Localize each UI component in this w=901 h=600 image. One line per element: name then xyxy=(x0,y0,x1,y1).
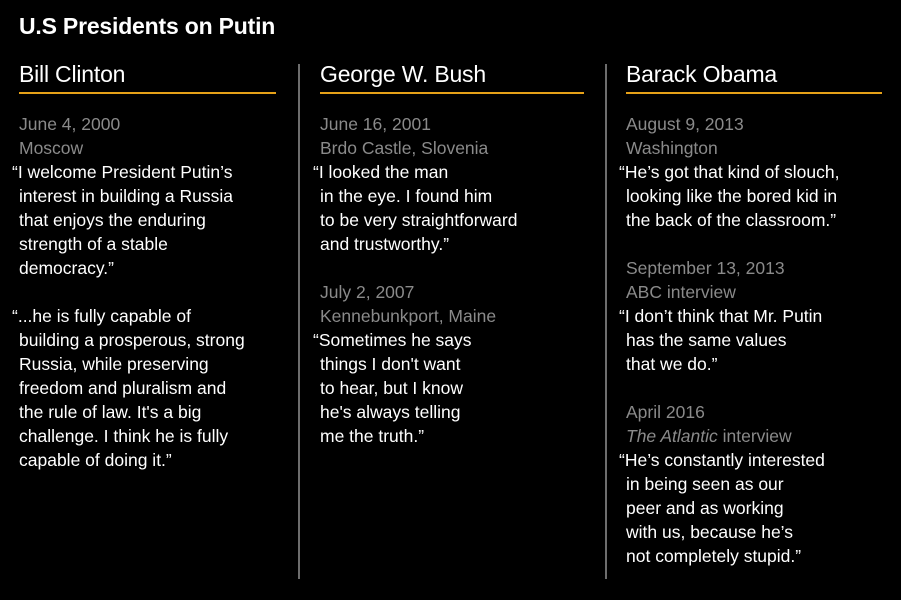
quote-line: looking like the bored kid in xyxy=(626,186,838,206)
quote-date: July 2, 2007 xyxy=(320,282,415,302)
quote-block xyxy=(619,256,882,376)
quote-line: democracy.” xyxy=(19,258,114,278)
quote-date: August 9, 2013 xyxy=(626,114,744,134)
page-title: U.S Presidents on Putin xyxy=(19,13,276,39)
president-column-obama xyxy=(619,59,882,589)
quote-line: “I welcome President Putin’s xyxy=(12,162,233,182)
quote-line: that we do.” xyxy=(626,354,718,374)
quote-line: strength of a stable xyxy=(19,234,168,254)
quote-line: freedom and pluralism and xyxy=(19,378,227,398)
name-underline xyxy=(320,92,584,94)
quote-date: September 13, 2013 xyxy=(626,258,785,278)
quote-date: June 16, 2001 xyxy=(320,114,431,134)
publication-name: The Atlantic xyxy=(626,426,718,446)
quote-block xyxy=(313,112,584,256)
quote-line: “Sometimes he says xyxy=(313,330,472,350)
quote-line: “...he is fully capable of xyxy=(12,306,191,326)
quote-line: challenge. I think he is fully xyxy=(19,426,229,446)
quote-line: “I looked the man xyxy=(313,162,449,182)
quote-line: and trustworthy.” xyxy=(320,234,450,254)
quote-line: the rule of law. It's a big xyxy=(19,402,202,422)
quote-line: “I don’t think that Mr. Putin xyxy=(619,306,823,326)
quote-location: ABC interview xyxy=(626,282,736,302)
quote-line: “He’s constantly interested xyxy=(619,450,825,470)
president-column-bush xyxy=(313,59,584,589)
quote-location-suffix: interview xyxy=(717,426,792,446)
quote-block xyxy=(12,112,276,280)
column-divider xyxy=(605,64,607,579)
quote-location xyxy=(626,424,882,448)
quote-block xyxy=(313,280,584,448)
name-underline xyxy=(19,92,276,94)
president-name: George W. Bush xyxy=(320,61,486,87)
president-name: Bill Clinton xyxy=(19,61,126,87)
quote-line: Russia, while preserving xyxy=(19,354,209,374)
quote-location: Moscow xyxy=(19,138,84,158)
quote-block xyxy=(619,400,882,568)
name-underline xyxy=(626,92,882,94)
quote-line: that enjoys the enduring xyxy=(19,210,206,230)
quote-location: Brdo Castle, Slovenia xyxy=(320,138,489,158)
quote-line: not completely stupid.” xyxy=(626,546,802,566)
quote-line: in being seen as our xyxy=(626,474,784,494)
quote-line: peer and as working xyxy=(626,498,784,518)
quote-line: in the eye. I found him xyxy=(320,186,493,206)
quote-date: April 2016 xyxy=(626,402,705,422)
quote-line: “He’s got that kind of slouch, xyxy=(619,162,840,182)
quote-location: Washington xyxy=(626,138,718,158)
quote-line: interest in building a Russia xyxy=(19,186,234,206)
quote-line: capable of doing it.” xyxy=(19,450,172,470)
quote-line: the back of the classroom.” xyxy=(626,210,837,230)
quote-line: building a prosperous, strong xyxy=(19,330,245,350)
quote-line: with us, because he’s xyxy=(626,522,794,542)
quote-location: Kennebunkport, Maine xyxy=(320,306,497,326)
president-name: Barack Obama xyxy=(626,61,777,87)
quote-line: me the truth.” xyxy=(320,426,425,446)
quote-line: things I don't want xyxy=(320,354,461,374)
president-column-clinton xyxy=(12,59,276,589)
quote-line: to hear, but I know xyxy=(320,378,464,398)
column-divider xyxy=(298,64,300,579)
quote-line: has the same values xyxy=(626,330,787,350)
quote-block xyxy=(12,304,276,472)
quote-date: June 4, 2000 xyxy=(19,114,121,134)
quote-line: he's always telling xyxy=(320,402,461,422)
quote-line: to be very straightforward xyxy=(320,210,518,230)
quote-block xyxy=(619,112,882,232)
